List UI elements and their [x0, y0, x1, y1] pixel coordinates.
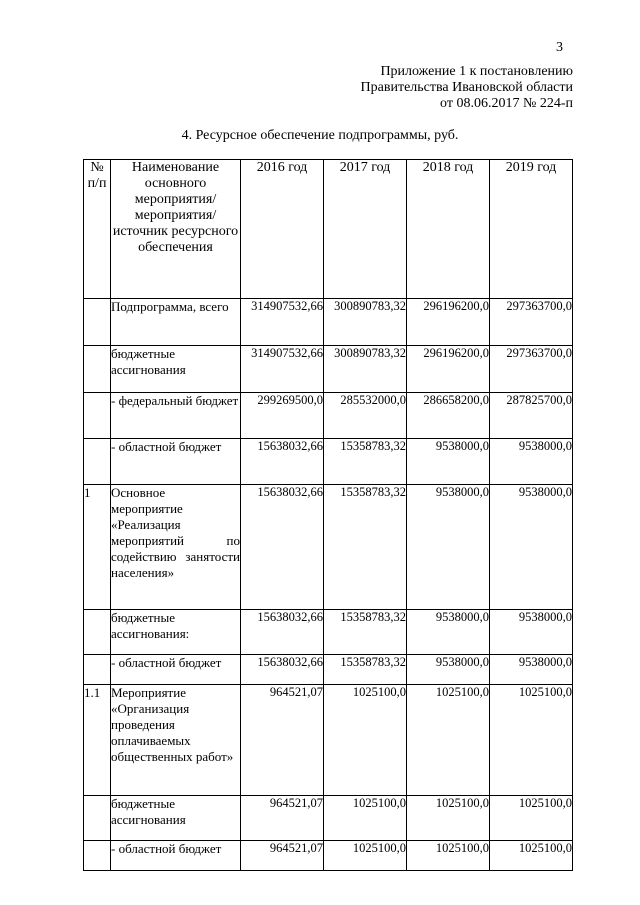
value-2019: 297363700,0: [490, 346, 573, 393]
value-2016: 964521,07: [241, 796, 324, 841]
row-number: 1: [84, 485, 111, 610]
table-row: [84, 655, 573, 685]
value-2017: 285532000,0: [324, 393, 407, 439]
header-line-3: от 08.06.2017 № 224-п: [440, 96, 573, 111]
row-name: - областной бюджет: [111, 841, 241, 871]
table-row: [84, 485, 573, 610]
table-row: [84, 346, 573, 393]
value-2017: 1025100,0: [324, 796, 407, 841]
row-name: - областной бюджет: [111, 655, 241, 685]
column-header-2017: 2017 год: [324, 160, 407, 299]
table-row: [84, 796, 573, 841]
value-2017: 15358783,32: [324, 439, 407, 485]
row-name: Мероприятие «Организация проведения оплачиваемых общественных работ»: [111, 685, 241, 796]
column-header-2019: 2019 год: [490, 160, 573, 299]
value-2016: 15638032,66: [241, 610, 324, 655]
row-number: [84, 655, 111, 685]
table-row: [84, 439, 573, 485]
column-header-name: Наименование основного мероприятия/мероприятия/ источник ресурсного обеспечения: [111, 160, 241, 299]
value-2017: 15358783,32: [324, 610, 407, 655]
value-2017: 15358783,32: [324, 655, 407, 685]
value-2017: 300890783,32: [324, 299, 407, 346]
value-2016: 15638032,66: [241, 655, 324, 685]
row-number: [84, 610, 111, 655]
row-number: [84, 796, 111, 841]
value-2018: 1025100,0: [407, 841, 490, 871]
table-row: [84, 685, 573, 796]
value-2017: 15358783,32: [324, 485, 407, 610]
value-2019: 287825700,0: [490, 393, 573, 439]
column-header-2018: 2018 год: [407, 160, 490, 299]
table-row: [84, 610, 573, 655]
row-number: 1.1: [84, 685, 111, 796]
row-number: [84, 439, 111, 485]
value-2016: 314907532,66: [241, 299, 324, 346]
row-name: Подпрограмма, всего: [111, 299, 241, 346]
row-name: Основное мероприятие «Реализация мероприятий по содействию занятости населения»: [111, 485, 241, 610]
resource-table: [83, 159, 573, 871]
row-name: бюджетные ассигнования:: [111, 610, 241, 655]
value-2017: 1025100,0: [324, 685, 407, 796]
value-2019: 297363700,0: [490, 299, 573, 346]
header-line-1: Приложение 1 к постановлению: [380, 64, 573, 79]
value-2017: 1025100,0: [324, 841, 407, 871]
row-number: [84, 393, 111, 439]
row-name: бюджетные ассигнования: [111, 346, 241, 393]
value-2018: 9538000,0: [407, 485, 490, 610]
value-2016: 964521,07: [241, 841, 324, 871]
table-row: [84, 299, 573, 346]
value-2019: 9538000,0: [490, 485, 573, 610]
value-2018: 286658200,0: [407, 393, 490, 439]
value-2018: 296196200,0: [407, 346, 490, 393]
value-2016: 15638032,66: [241, 439, 324, 485]
value-2019: 9538000,0: [490, 439, 573, 485]
value-2018: 1025100,0: [407, 685, 490, 796]
value-2016: 15638032,66: [241, 485, 324, 610]
row-number: [84, 346, 111, 393]
value-2017: 300890783,32: [324, 346, 407, 393]
value-2018: 296196200,0: [407, 299, 490, 346]
value-2018: 9538000,0: [407, 655, 490, 685]
row-number: [84, 841, 111, 871]
appendix-header: [361, 64, 573, 112]
row-name: бюджетные ассигнования: [111, 796, 241, 841]
row-name: - федеральный бюджет: [111, 393, 241, 439]
value-2018: 9538000,0: [407, 439, 490, 485]
column-header-2016: 2016 год: [241, 160, 324, 299]
value-2019: 1025100,0: [490, 841, 573, 871]
value-2018: 1025100,0: [407, 796, 490, 841]
value-2019: 1025100,0: [490, 796, 573, 841]
table-row: [84, 841, 573, 871]
value-2016: 314907532,66: [241, 346, 324, 393]
table-row: [84, 393, 573, 439]
column-header-number: № п/п: [84, 160, 111, 299]
value-2019: 9538000,0: [490, 655, 573, 685]
value-2019: 9538000,0: [490, 610, 573, 655]
value-2016: 299269500,0: [241, 393, 324, 439]
section-title: 4. Ресурсное обеспечение подпрограммы, руб.: [181, 128, 459, 143]
row-number: [84, 299, 111, 346]
value-2016: 964521,07: [241, 685, 324, 796]
page-number: 3: [556, 40, 563, 55]
value-2019: 1025100,0: [490, 685, 573, 796]
value-2018: 9538000,0: [407, 610, 490, 655]
table-header-row: [84, 160, 573, 299]
header-line-2: Правительства Ивановской области: [360, 80, 573, 95]
row-name: - областной бюджет: [111, 439, 241, 485]
